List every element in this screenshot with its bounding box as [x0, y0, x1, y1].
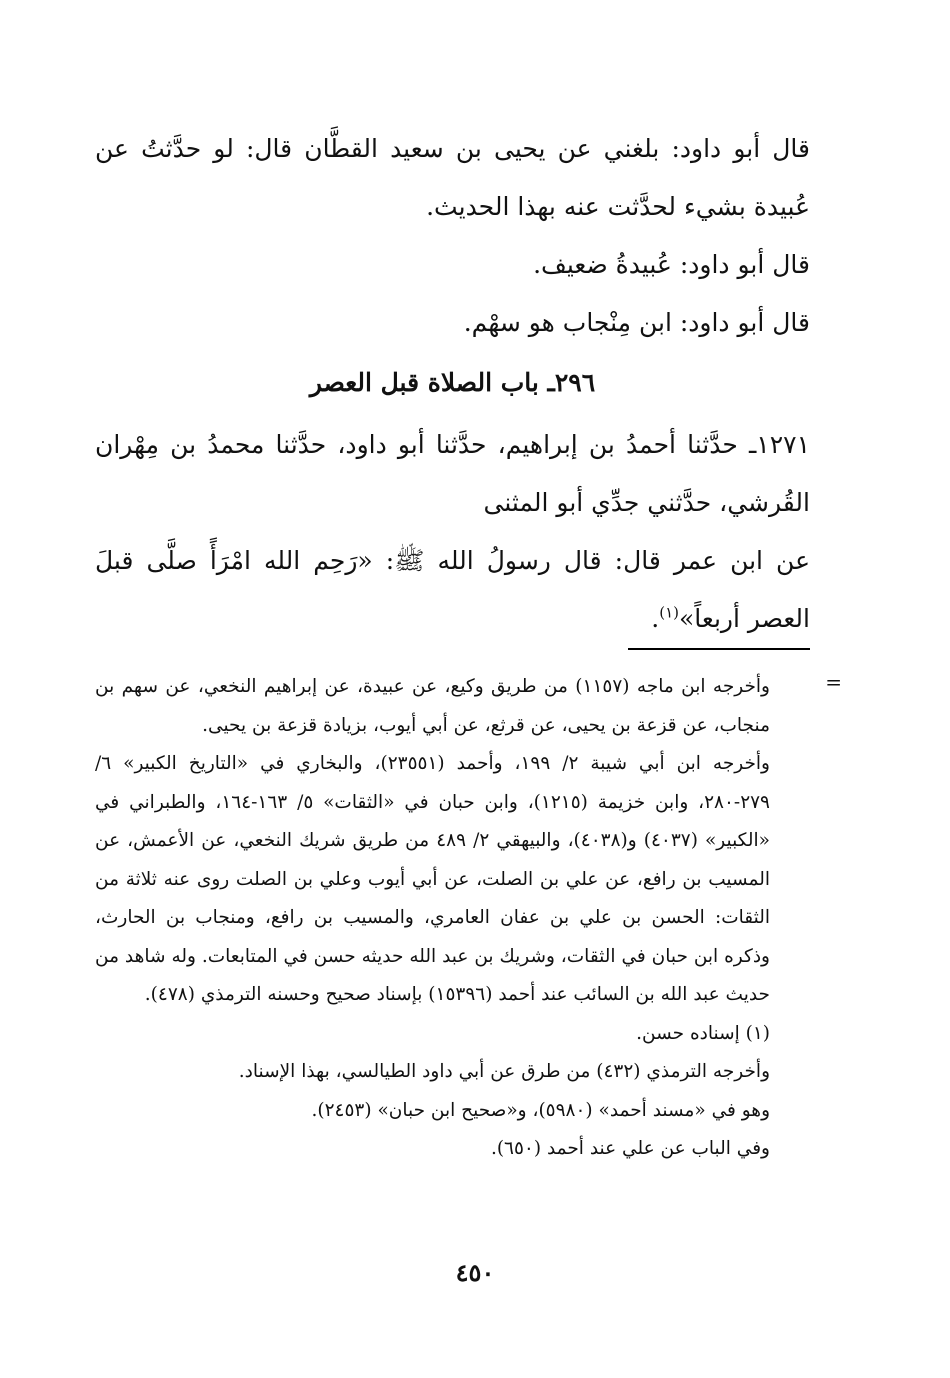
- main-text: [95, 120, 810, 648]
- paragraph-ubayda-weak: قال أبو داود: عُبيدةُ ضعيف.: [533, 250, 810, 279]
- footnote-line: (١) إسناده حسن.: [636, 1022, 770, 1044]
- paragraph-abu-dawud-qattan: قال أبو داود: بلغني عن يحيى بن سعيد القطَّان قال: لو حدَّثتُ عن عُبيدة بشيء لحدَّثت عنه بهذا الحديث.: [95, 134, 810, 221]
- footnote-line: وهو في «مسند أحمد» (٥٩٨٠)، و«صحيح ابن حبان» (٢٤٥٣).: [311, 1099, 770, 1121]
- chapter-heading: ٢٩٦ـ باب الصلاة قبل العصر: [309, 368, 596, 397]
- footnote-line: وفي الباب عن علي عند أحمد (٦٥٠).: [490, 1138, 770, 1159]
- continuation-mark: =: [825, 670, 842, 694]
- footnotes: [95, 668, 842, 1169]
- hadith-isnad: ١٢٧١ـ حدَّثنا أحمدُ بن إبراهيم، حدَّثنا أبو داود، حدَّثنا محمدُ بن مِهْران القُرشي، حدَّثني جدِّي أبو المثنى: [95, 430, 810, 517]
- footnote-line: وأخرجه الترمذي (٤٣٢) من طرق عن أبي داود الطيالسي، بهذا الإسناد.: [238, 1061, 770, 1082]
- hadith-end: .: [651, 604, 660, 633]
- footnote-line: وأخرجه ابن ماجه (١١٥٧) من طريق وكيع، عن عبيدة، عن إبراهيم النخعي، عن سهم بن منجاب، عن قزعة بن يحيى، عن قرثع، عن أبي أيوب، بزيادة قزعة بن يحيى.: [95, 676, 770, 736]
- paragraph-ibn-minjab: قال أبو داود: ابن مِنْجاب هو سهْم.: [463, 308, 810, 337]
- hadith-matn-text: عن ابن عمر قال: قال رسولُ الله ﷺ: «رَحِم الله امْرَأً صلَّى قبلَ العصر أربعاً»: [95, 546, 810, 633]
- footnote-line: وأخرجه ابن أبي شيبة ٢/ ١٩٩، وأحمد (٢٣٥٥١)، والبخاري في «التاريخ الكبير» ٦/ ٢٧٩-٢٨٠، وابن خزيمة (١٢١٥)، وابن حبان في «الثقات» ٥/ ١٦٣-١٦٤، والطبراني في «الكبير» (٤٠٣٧) و(٤٠٣٨)، والبيهقي ٢/ ٤٨٩ من طريق شريك النخعي، عن الأعمش، عن المسيب بن رافع، عن علي بن الصلت، عن أبي أيوب وعلي بن الصلت روى عنه ثلاثة من الثقات: الحسن بن علي بن عفان العامري، والمسيب بن رافع، ومنجاب بن الحارث، وذكره ابن حبان في الثقات، وشريك بن عبد الله حديثه حسن في المتابعات. وله شاهد من حديث عبد الله بن السائب عند أحمد (١٥٣٩٦) بإسناد صحيح وحسنه الترمذي (٤٧٨).: [95, 753, 770, 1005]
- page-number: ٤٥٠: [455, 1258, 495, 1287]
- footnote-reference[interactable]: (١): [659, 603, 679, 622]
- hadith-matn: [95, 532, 810, 648]
- footnote-separator: [628, 648, 810, 650]
